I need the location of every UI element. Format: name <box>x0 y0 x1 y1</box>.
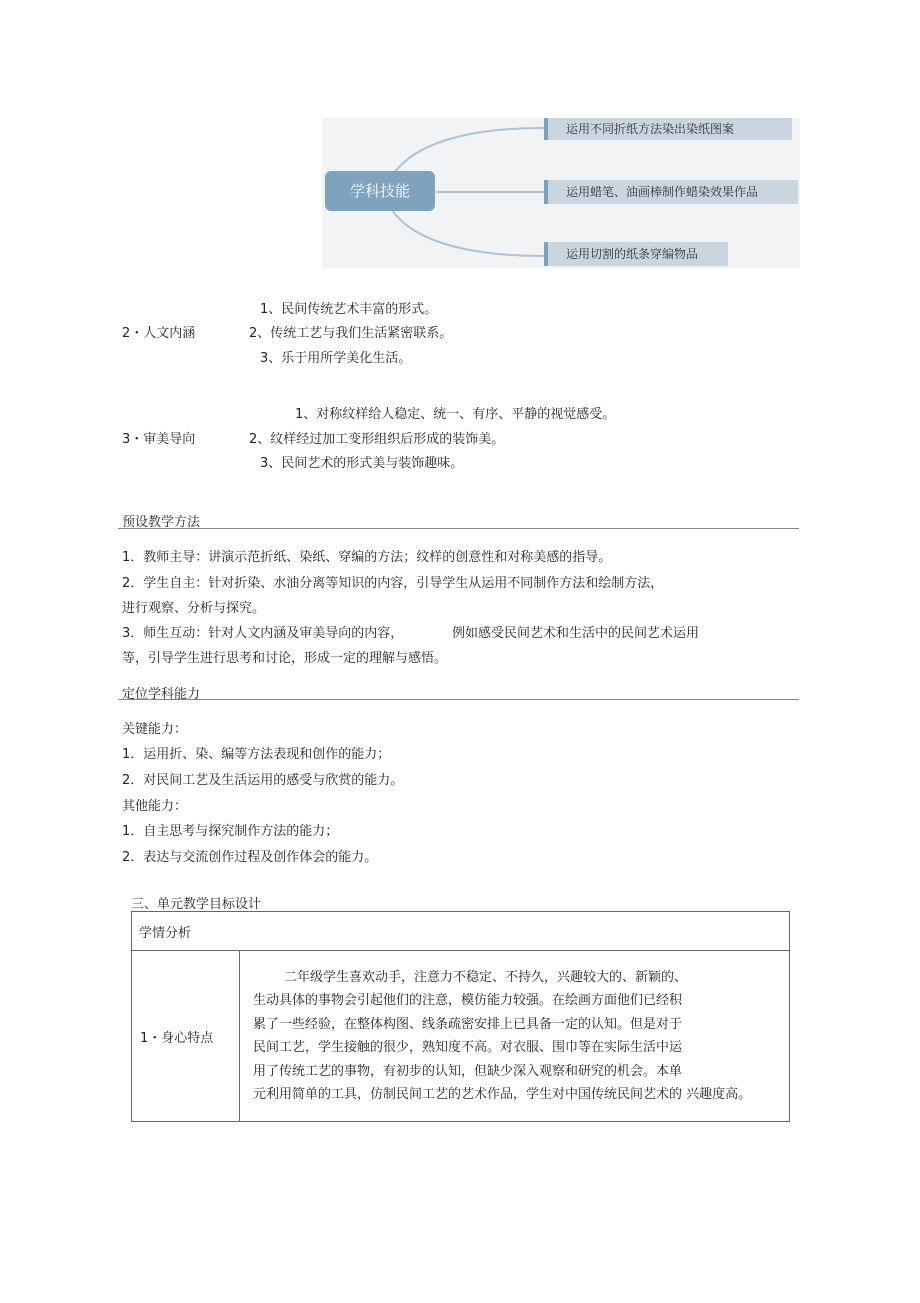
aesthetic-label: 3・审美导向 <box>122 432 196 447</box>
mindmap-branch-2 <box>544 180 798 204</box>
learning-analysis-table <box>131 911 790 1122</box>
unit-design-title: 三、单元教学目标设计 <box>131 897 262 912</box>
paragraph-line-1: 二年级学生喜欢动手，注意力不稳定、不持久，兴趣较大的、新颖的、 <box>284 969 688 985</box>
mindmap-branch-label: 运用蜡笔、油画棒制作蜡染效果作品 <box>566 185 759 199</box>
mindmap-branch-label: 运用不同折纸方法染出染纸图案 <box>566 122 735 136</box>
methods-line-5: 等，引导学生进行思考和讨论，形成一定的理解与感悟。 <box>122 651 448 666</box>
methods-line-1: 1．教师主导：讲演示范折纸、染纸、穿编的方法；纹样的创意性和对称美感的指导。 <box>122 550 612 565</box>
mindmap-center-node <box>325 171 435 211</box>
other-ability-1: 1．自主思考与探究制作方法的能力； <box>122 824 339 839</box>
table-row <box>132 951 790 1122</box>
humanities-item-2: 2、传统工艺与我们生活紧密联系。 <box>249 326 453 341</box>
key-ability-1: 1．运用折、染、编等方法表现和创作的能力； <box>122 747 391 762</box>
table-header-label: 学情分析 <box>139 925 192 941</box>
mindmap-branch-3 <box>544 242 728 266</box>
abilities-divider <box>118 699 799 700</box>
methods-line-2: 2．学生自主：针对折染、水油分离等知识的内容，引导学生从运用不同制作方法和绘制方法， <box>122 576 664 591</box>
humanities-item-3: 3、乐于用所学美化生活。 <box>260 351 412 366</box>
table-header-cell <box>132 912 790 951</box>
humanities-label: 2・人文内涵 <box>122 326 196 341</box>
methods-line-4b: 例如感受民间艺术和生活中的民间艺术运用 <box>452 626 700 641</box>
abilities-title: 定位学科能力 <box>122 687 201 702</box>
paragraph-line-5: 用了传统工艺的事物，有初步的认知，但缺少深入观察和研究的机会。本单 <box>253 1063 683 1079</box>
paragraph-line-3: 累了一些经验，在整体构图、线条疏密安排上已具备一定的认知。但是对于 <box>253 1016 683 1032</box>
aesthetic-item-2: 2、纹样经过加工变形组织后形成的装饰美。 <box>249 432 505 447</box>
aesthetic-item-3: 3、民间艺术的形式美与装饰趣味。 <box>260 456 464 471</box>
humanities-item-1: 1、民间传统艺术丰富的形式。 <box>260 302 438 317</box>
row-label: 1・身心特点 <box>140 1030 214 1046</box>
paragraph-line-6: 元利用简单的工具，仿制民间工艺的艺术作品，学生对中国传统民间艺术的 兴趣度高。 <box>253 1087 752 1102</box>
row-label-cell <box>132 951 240 1122</box>
other-abilities-label: 其他能力： <box>122 799 188 814</box>
mindmap-branch-label: 运用切割的纸条穿编物品 <box>566 247 699 261</box>
methods-line-4a: 3．师生互动：针对人文内涵及审美导向的内容， <box>122 626 404 641</box>
methods-title: 预设教学方法 <box>122 515 201 530</box>
mindmap-center-label: 学科技能 <box>349 182 410 200</box>
methods-divider <box>118 528 799 529</box>
other-ability-2: 2．表达与交流创作过程及创作体会的能力。 <box>122 850 378 865</box>
paragraph-line-4: 民间工艺，学生接触的很少，熟知度不高。对衣服、围巾等在实际生活中运 <box>253 1040 683 1055</box>
key-abilities-label: 关键能力： <box>122 722 188 737</box>
paragraph-line-2: 生动具体的事物会引起他们的注意，模仿能力较强。在绘画方面他们已经积 <box>253 993 683 1008</box>
mindmap-branch-1 <box>544 118 792 140</box>
table-header-row <box>132 912 790 951</box>
skills-mindmap <box>322 118 800 268</box>
key-ability-2: 2．对民间工艺及生活运用的感受与欣赏的能力。 <box>122 773 404 788</box>
methods-line-3: 进行观察、分析与探究。 <box>122 601 266 616</box>
aesthetic-item-1: 1、对称纹样给人稳定、统一、有序、平静的视觉感受。 <box>295 407 616 422</box>
row-content-cell <box>240 951 790 1122</box>
